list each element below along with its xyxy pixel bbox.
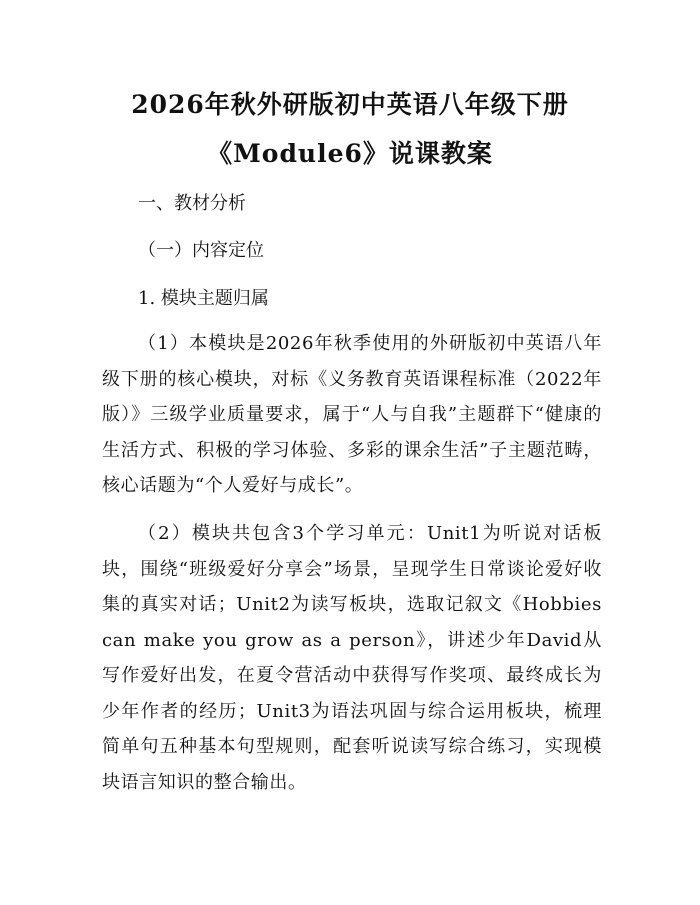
item-heading: 1. 模块主题归属 [138,288,269,309]
subsection-heading: （一）内容定位 [138,240,264,261]
section-heading: 一、教材分析 [138,193,246,214]
body-paragraph-1: （1）本模块是2026年秋季使用的外研版初中英语八年级下册的核心模块，对标《义务教育英语课程标准（2022年版）》三级学业质量要求，属于“人与自我”主题群下“健康的生活方式、积极的学习体验、多彩的课余生活”子主题范畴，核心话题为“个人爱好与成长”。 [102,333,602,496]
document-title: 2026年秋外研版初中英语八年级下册 [131,90,569,119]
document-subtitle: 《Module6》说课教案 [207,139,493,168]
body-paragraph-2: （2）模块共包含3个学习单元：Unit1为听说对话板块，围绕“班级爱好分享会”场景，呈现学生日常谈论爱好收集的真实对话；Unit2为读写板块，选取记叙文《Hobbies can make you grow as a person》，讲述少年David从写作爱好出发，在夏令营活动中获得写作奖项、最终成长为少年作者的经历；Unit3为语法巩固与综合运用板块，梳理简单句五种基本句型规则，配套听说读写综合练习，实现模块语言知识的整合输出。 [102,523,602,793]
